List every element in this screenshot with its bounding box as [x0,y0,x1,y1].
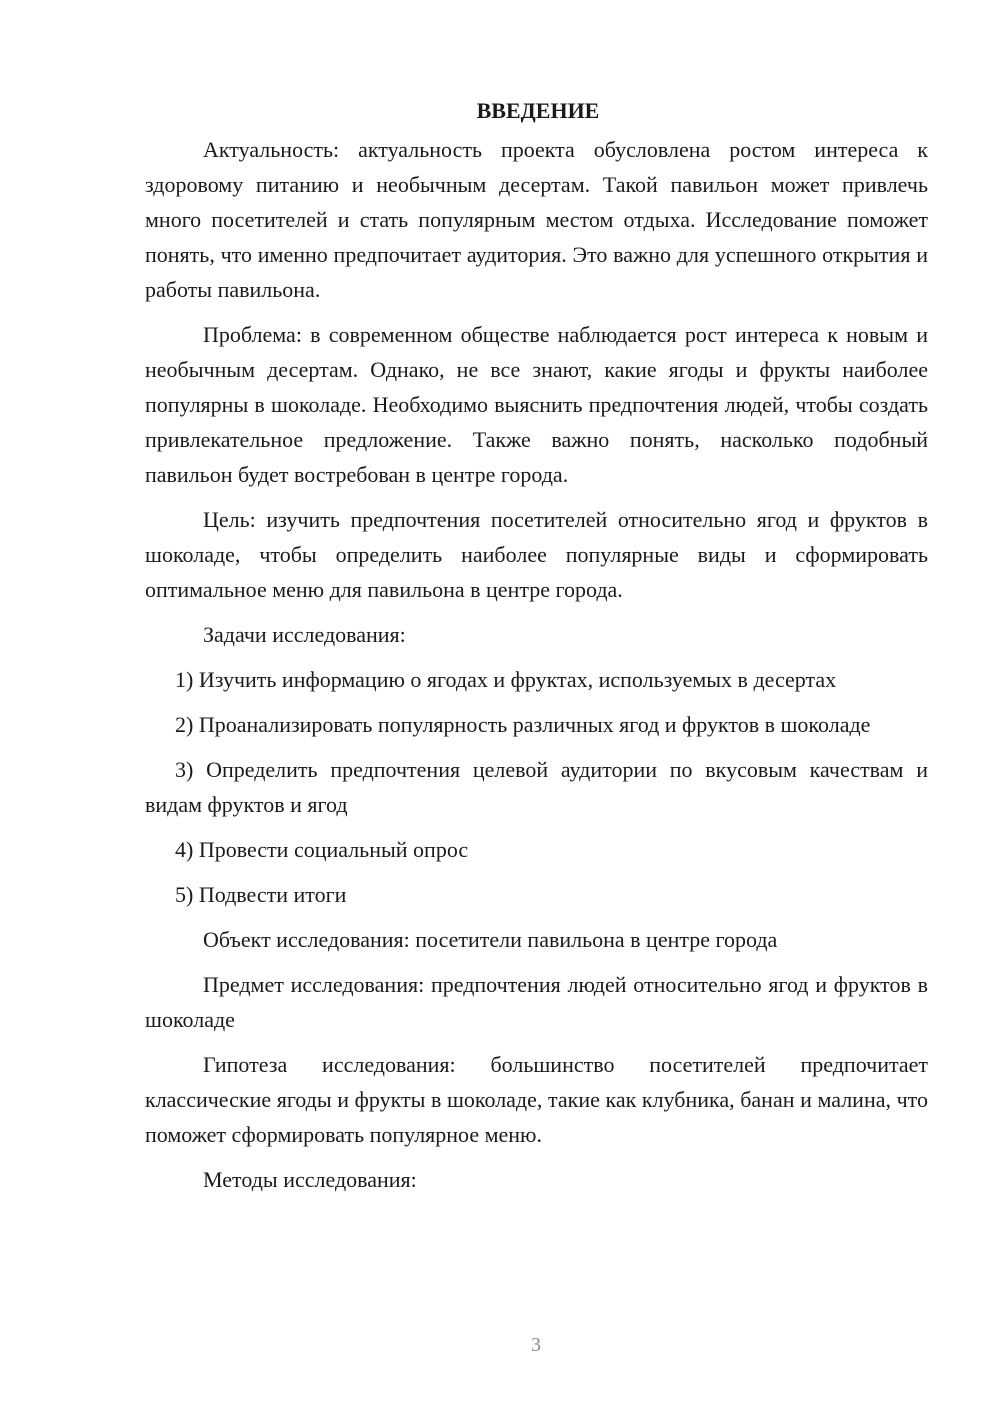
task-item: 1) Изучить информацию о ягодах и фруктах, используемых в десертах [175,667,837,692]
object-paragraph: Объект исследования: посетители павильона в центре города [203,927,778,952]
task-item: 4) Провести социальный опрос [175,837,469,862]
page-number: 3 [531,1334,541,1356]
subject-paragraph: Предмет исследования: предпочтения людей относительно ягод и фруктов в шоколаде [145,972,928,1032]
goal-paragraph: Цель: изучить предпочтения посетителей относительно ягод и фруктов в шоколаде, чтобы определить наиболее популярные виды и сформировать оптимальное меню для павильона в центре города. [145,507,928,602]
task-item: 3) Определить предпочтения целевой аудитории по вкусовым качествам и видам фруктов и ягод [145,757,928,817]
tasks-heading: Задачи исследования: [203,622,406,647]
hypothesis-paragraph: Гипотеза исследования: большинство посетителей предпочитает классические ягоды и фрукты в шоколаде, такие как клубника, банан и малина, что поможет сформировать популярное меню. [145,1052,928,1147]
problem-paragraph: Проблема: в современном обществе наблюдается рост интереса к новым и необычным десертам. Однако, не все знают, какие ягоды и фрукты наиболее популярны в шоколаде. Необходимо выяснить предпочтения людей, чтобы создать привлекательное предложение. Также важно понять, насколько подобный павильон будет востребован в центре города. [145,322,928,487]
section-heading: ВВЕДЕНИЕ [476,98,600,123]
relevance-paragraph: Актуальность: актуальность проекта обусловлена ростом интереса к здоровому питанию и необычным десертам. Такой павильон может привлечь много посетителей и стать популярным местом отдыха. Исследование поможет понять, что именно предпочитает аудитория. Это важно для успешного открытия и работы павильона. [145,137,928,302]
task-item: 2) Проанализировать популярность различных ягод и фруктов в шоколаде [175,712,871,737]
methods-heading: Методы исследования: [203,1167,417,1192]
task-item: 5) Подвести итоги [175,882,347,907]
document-page [145,94,928,1207]
